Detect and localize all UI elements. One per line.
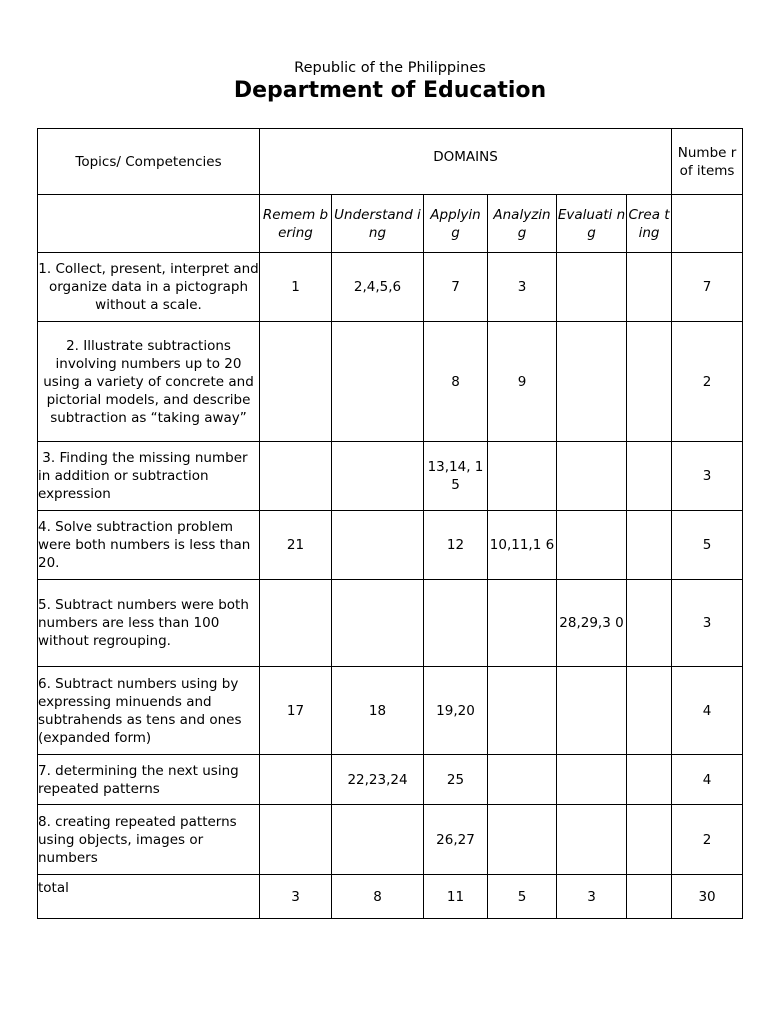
table-cell: [488, 755, 557, 805]
table-cell: [627, 511, 672, 580]
table-cell: [260, 322, 332, 442]
items-cell: 4: [672, 755, 743, 805]
table-cell: [260, 755, 332, 805]
domain-row-items-blank: [672, 195, 743, 253]
table-cell: [332, 322, 424, 442]
table-cell: [627, 580, 672, 667]
total-cell: [627, 875, 672, 919]
table-cell: 21: [260, 511, 332, 580]
table-cell: [424, 580, 488, 667]
items-cell: 5: [672, 511, 743, 580]
table-cell: [557, 667, 627, 755]
topic-cell: 8. creating repeated patterns using objects, images or numbers: [38, 805, 260, 875]
total-cell: 11: [424, 875, 488, 919]
table-cell: [260, 580, 332, 667]
items-cell: 4: [672, 667, 743, 755]
domains-header: DOMAINS: [260, 129, 672, 195]
topic-cell: 1. Collect, present, interpret and organize data in a pictograph without a scale.: [38, 253, 260, 322]
department-title: Department of Education: [233, 78, 547, 103]
table-cell: [557, 511, 627, 580]
table-cell: 10,11,1 6: [488, 511, 557, 580]
table-cell: [332, 580, 424, 667]
table-cell: 2,4,5,6: [332, 253, 424, 322]
table-row: [38, 580, 743, 667]
table-cell: [627, 442, 672, 511]
table-cell: 8: [424, 322, 488, 442]
header-row: [38, 129, 743, 195]
total-items-cell: 30: [672, 875, 743, 919]
items-cell: 2: [672, 322, 743, 442]
total-cell: 8: [332, 875, 424, 919]
table-cell: [627, 667, 672, 755]
table-cell: 12: [424, 511, 488, 580]
topic-cell: 4. Solve subtraction problem were both numbers is less than 20.: [38, 511, 260, 580]
table-cell: 3: [488, 253, 557, 322]
domain-creating: Crea ting: [627, 195, 672, 253]
table-row: [38, 667, 743, 755]
table-cell: [627, 805, 672, 875]
table-cell: 18: [332, 667, 424, 755]
table-cell: 26,27: [424, 805, 488, 875]
table-row: [38, 511, 743, 580]
table-cell: 1: [260, 253, 332, 322]
items-cell: 3: [672, 580, 743, 667]
document-header: [0, 58, 768, 104]
table-cell: [332, 805, 424, 875]
domain-understanding: Understand ing: [332, 195, 424, 253]
table-cell: [488, 580, 557, 667]
table-cell: 25: [424, 755, 488, 805]
table-row: [38, 322, 743, 442]
republic-line: Republic of the Philippines: [294, 60, 486, 76]
total-cell: 3: [557, 875, 627, 919]
table-row: [38, 442, 743, 511]
table-cell: [260, 442, 332, 511]
topic-cell: 5. Subtract numbers were both numbers are less than 100 without regrouping.: [38, 580, 260, 667]
table-cell: 9: [488, 322, 557, 442]
topic-cell: 7. determining the next using repeated patterns: [38, 755, 260, 805]
number-of-items-header: Numbe r of items: [672, 129, 743, 195]
table-cell: [488, 805, 557, 875]
table-cell: [557, 755, 627, 805]
table-cell: 7: [424, 253, 488, 322]
table-cell: 13,14, 15: [424, 442, 488, 511]
table-cell: [260, 805, 332, 875]
table-row: [38, 253, 743, 322]
table-cell: [557, 805, 627, 875]
total-cell: 3: [260, 875, 332, 919]
topics-header: Topics/ Competencies: [38, 129, 260, 195]
table-cell: 17: [260, 667, 332, 755]
domain-applying: Applyin g: [424, 195, 488, 253]
table-row: [38, 755, 743, 805]
domain-remembering: Remem bering: [260, 195, 332, 253]
table-cell: 19,20: [424, 667, 488, 755]
items-cell: 3: [672, 442, 743, 511]
table-cell: [488, 442, 557, 511]
items-cell: 7: [672, 253, 743, 322]
table-cell: [627, 253, 672, 322]
table-cell: [332, 511, 424, 580]
total-label: total: [38, 875, 260, 919]
table-cell: [332, 442, 424, 511]
topic-cell: 6. Subtract numbers using by expressing minuends and subtrahends as tens and ones (expanded form): [38, 667, 260, 755]
topic-cell: 2. Illustrate subtractions involving numbers up to 20 using a variety of concrete and pictorial models, and describe subtraction as “taking away”: [38, 322, 260, 442]
table-cell: [557, 322, 627, 442]
domain-analyzing: Analyzin g: [488, 195, 557, 253]
domain-row-blank: [38, 195, 260, 253]
table-row: [38, 805, 743, 875]
total-row: [38, 875, 743, 919]
table-cell: [488, 667, 557, 755]
table-cell: [557, 253, 627, 322]
domain-evaluating: Evaluati ng: [557, 195, 627, 253]
domain-row: [38, 195, 743, 253]
total-cell: 5: [488, 875, 557, 919]
topic-cell: 3. Finding the missing number in addition or subtraction expression: [38, 442, 260, 511]
table-cell: [627, 322, 672, 442]
table-cell: [627, 755, 672, 805]
table-cell: 22,23,24: [332, 755, 424, 805]
table-cell: [557, 442, 627, 511]
table-cell: 28,29,3 0: [557, 580, 627, 667]
table-of-specifications: [37, 128, 743, 919]
items-cell: 2: [672, 805, 743, 875]
